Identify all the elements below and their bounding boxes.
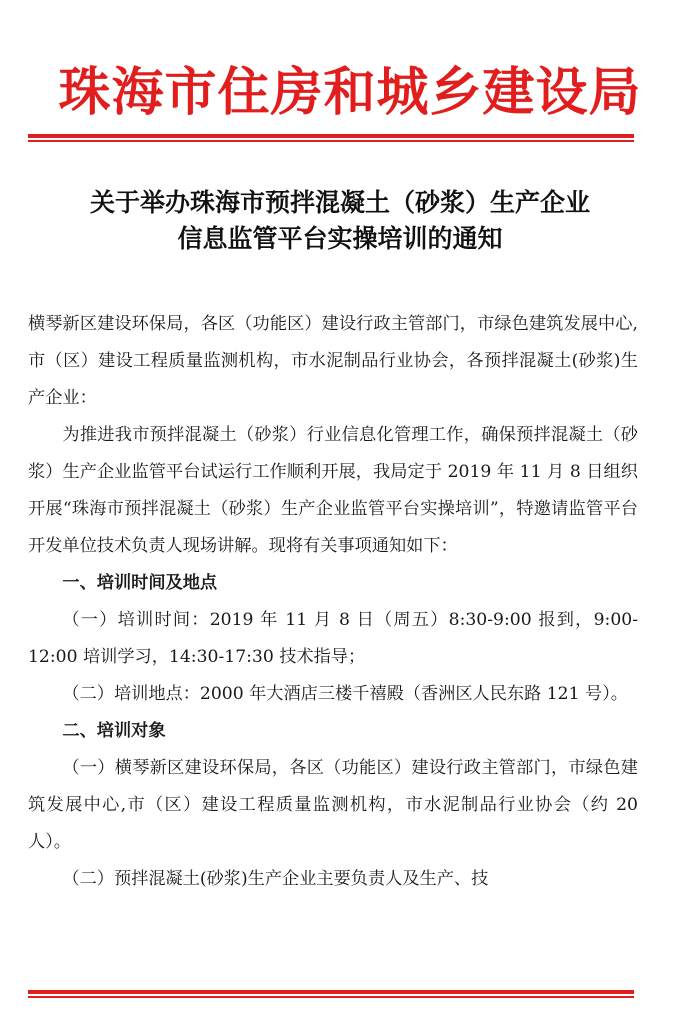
section-1-item-1: （一）培训时间：2019 年 11 月 8 日（周五）8:30-9:00 报到，9:00-12:00 培训学习，14:30-17:30 技术指导； bbox=[28, 610, 638, 667]
section-2-item-2: （二）预拌混凝土(砂浆)生产企业主要负责人及生产、技 bbox=[62, 869, 489, 889]
letterhead-divider-thin bbox=[28, 140, 634, 142]
intro-paragraph: 为推进我市预拌混凝土（砂浆）行业信息化管理工作，确保预拌混凝土（砂浆）生产企业监管平台试运行工作顺利开展，我局定于 2019 年 11 月 8 日组织开展“珠海市预拌混凝土（砂浆）生产企业监管平台实操培训”，特邀请监管平台开发单位技术负责人现场讲解。现将有关事项通知如下： bbox=[28, 425, 638, 556]
section-2-heading: 二、培训对象 bbox=[62, 721, 166, 741]
document-title bbox=[20, 185, 660, 257]
section-1-heading: 一、培训时间及地点 bbox=[62, 573, 218, 593]
document-body bbox=[28, 306, 638, 898]
letterhead-divider bbox=[28, 134, 634, 138]
section-1-item-2: （二）培训地点：2000 年大酒店三楼千禧殿（香洲区人民东路 121 号）。 bbox=[62, 684, 628, 704]
document-title-line-2: 信息监管平台实操培训的通知 bbox=[177, 224, 503, 253]
footer-divider-thin bbox=[28, 996, 634, 998]
document-title-line-1: 关于举办珠海市预拌混凝土（砂浆）生产企业 bbox=[89, 188, 590, 217]
footer-divider bbox=[28, 990, 634, 994]
addressees-paragraph: 横琴新区建设环保局，各区（功能区）建设行政主管部门，市绿色建筑发展中心,市（区）建设工程质量监测机构，市水泥制品行业协会，各预拌混凝土(砂浆)生产企业： bbox=[28, 314, 638, 408]
section-2-item-1: （一）横琴新区建设环保局，各区（功能区）建设行政主管部门，市绿色建筑发展中心,市（区）建设工程质量监测机构，市水泥制品行业协会（约 20 人）。 bbox=[28, 758, 638, 852]
agency-letterhead: 珠海市住房和城乡建设局 bbox=[58, 63, 642, 123]
